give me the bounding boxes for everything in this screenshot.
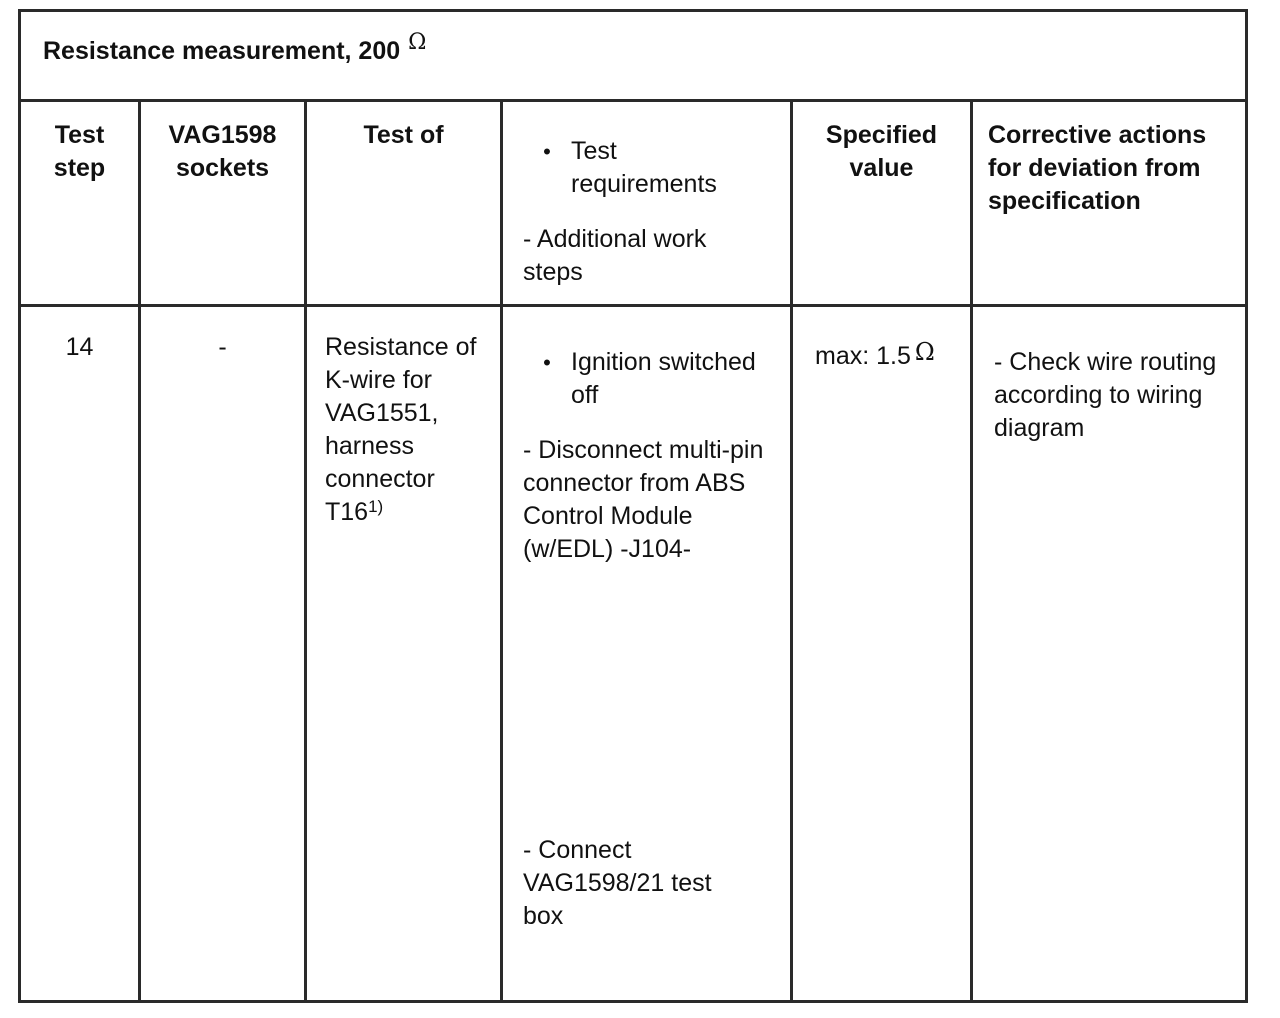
header-test-of: Test of — [306, 101, 502, 306]
table-row — [20, 306, 1247, 1002]
header-additional-steps: - Additional work steps — [523, 225, 707, 286]
requirement-text: Ignition switched off — [571, 348, 756, 409]
cell-corrective-actions — [972, 306, 1247, 1002]
specified-value-text: max: 1.5 — [815, 342, 911, 370]
header-requirements — [502, 101, 792, 306]
header-row — [20, 101, 1247, 306]
table-title-text: Resistance measurement, 200 — [43, 37, 401, 65]
cell-test-step: 14 — [20, 306, 140, 1002]
header-test-step: Test step — [20, 101, 140, 306]
cell-specified-value — [792, 306, 972, 1002]
test-of-text: Resistance of K-wire for VAG1551, harness connector T16 — [325, 333, 477, 526]
resistance-measurement-table — [18, 9, 1248, 1003]
cell-sockets: - — [140, 306, 306, 1002]
table-title — [21, 12, 1245, 68]
header-sockets: VAG1598 sockets — [140, 101, 306, 306]
cell-requirements — [502, 306, 792, 1002]
footnote-mark: 1) — [368, 497, 384, 516]
work-step-connect: - Connect VAG1598/21 test box — [523, 836, 712, 930]
header-corrective-actions: Corrective actions for deviation from specification — [972, 101, 1247, 306]
header-requirements-text: Test requirements — [571, 137, 717, 198]
header-specified-value: Specified value — [792, 101, 972, 306]
ohm-symbol: Ω — [914, 338, 935, 366]
cell-test-of — [306, 306, 502, 1002]
ohm-symbol: Ω — [408, 30, 427, 55]
work-step-disconnect: - Disconnect multi-pin connector from ABS Control Module (w/EDL) -J104- — [523, 436, 764, 563]
bullet-icon: • — [543, 139, 551, 164]
table-title-cell — [20, 11, 1247, 101]
corrective-text: - Check wire routing according to wiring diagram — [994, 348, 1217, 442]
bullet-icon: • — [543, 350, 551, 375]
